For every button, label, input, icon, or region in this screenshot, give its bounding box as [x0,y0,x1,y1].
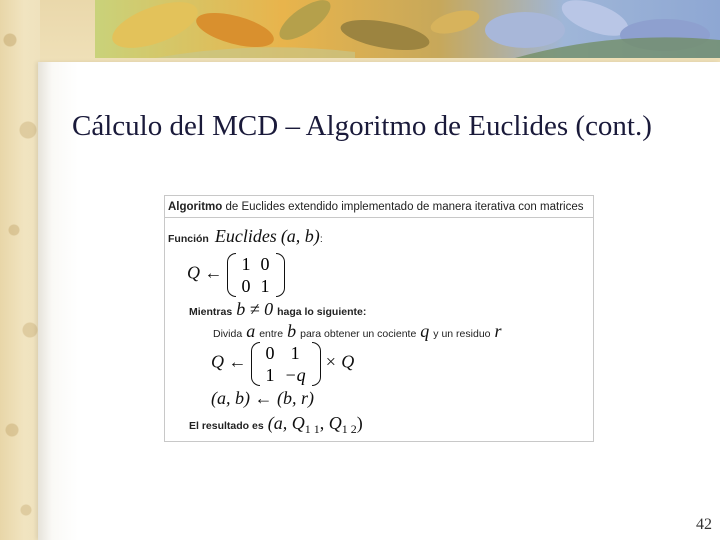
cociente-q: q [420,321,430,341]
q-update-rhs: × Q [324,351,355,372]
mientras-rest: haga lo siguiente: [277,306,367,318]
resultado-open: (a, [267,413,292,433]
figure-header-bold: Algoritmo [168,201,223,213]
cociente-text: para obtener un cociente [300,328,417,340]
resultado-sep: , [319,413,329,433]
q-update-lhs: Q ← [211,351,247,372]
q-update-m12: 1 [290,343,300,363]
q-init-m11: 1 [241,254,251,274]
resultado-q2-sub: 1 2 [341,422,357,437]
q-init-m12: 0 [260,254,270,274]
parchment-left-strip [0,0,40,540]
page-number: 42 [696,516,712,533]
leaf-banner [95,0,720,58]
funcion-colon: : [319,233,323,245]
entre-label: entre [259,328,284,340]
q-update-m11: 0 [265,343,275,363]
mientras-label: Mientras [189,306,233,318]
resultado-q1-sub: 1 1 [304,422,320,437]
q-update-line [211,342,354,386]
q-update-m22: −q [284,365,306,385]
figure-header [165,196,593,218]
mientras-condition: b ≠ 0 [236,299,274,319]
funcion-label: Función [168,233,209,245]
mientras-line [189,299,366,320]
swap-expression: (a, b) ← (b, r) [211,388,314,408]
funcion-name: Euclides [214,226,277,246]
resultado-q1: Q [291,413,305,433]
algorithm-figure [164,195,594,442]
divida-a: a [246,321,256,341]
residuo-text: y un residuo [433,328,491,340]
leaf-banner-art [95,0,720,58]
funcion-args: (a, b) [280,226,320,246]
funcion-line [168,226,323,247]
q-init-matrix [227,253,285,297]
q-init-lhs: Q ← [187,262,223,283]
residuo-r: r [494,321,502,341]
q-update-matrix [251,342,321,386]
figure-header-text: de Euclides extendido implementado de manera iterativa con matrices [222,201,584,213]
q-init-m21: 0 [241,276,251,296]
resultado-label: El resultado es [189,420,264,432]
q-update-m21: 1 [265,365,275,385]
slide-title: Cálculo del MCD – Algoritmo de Euclides (cont.) [72,110,652,142]
divida-b: b [287,321,297,341]
divida-label: Divida [213,328,243,340]
resultado-close: ) [356,413,363,433]
swap-line [211,388,314,409]
q-init-line [187,253,285,297]
resultado-q2: Q [328,413,342,433]
q-init-m22: 1 [260,276,270,296]
divida-line [213,321,502,342]
resultado-line [189,413,363,437]
